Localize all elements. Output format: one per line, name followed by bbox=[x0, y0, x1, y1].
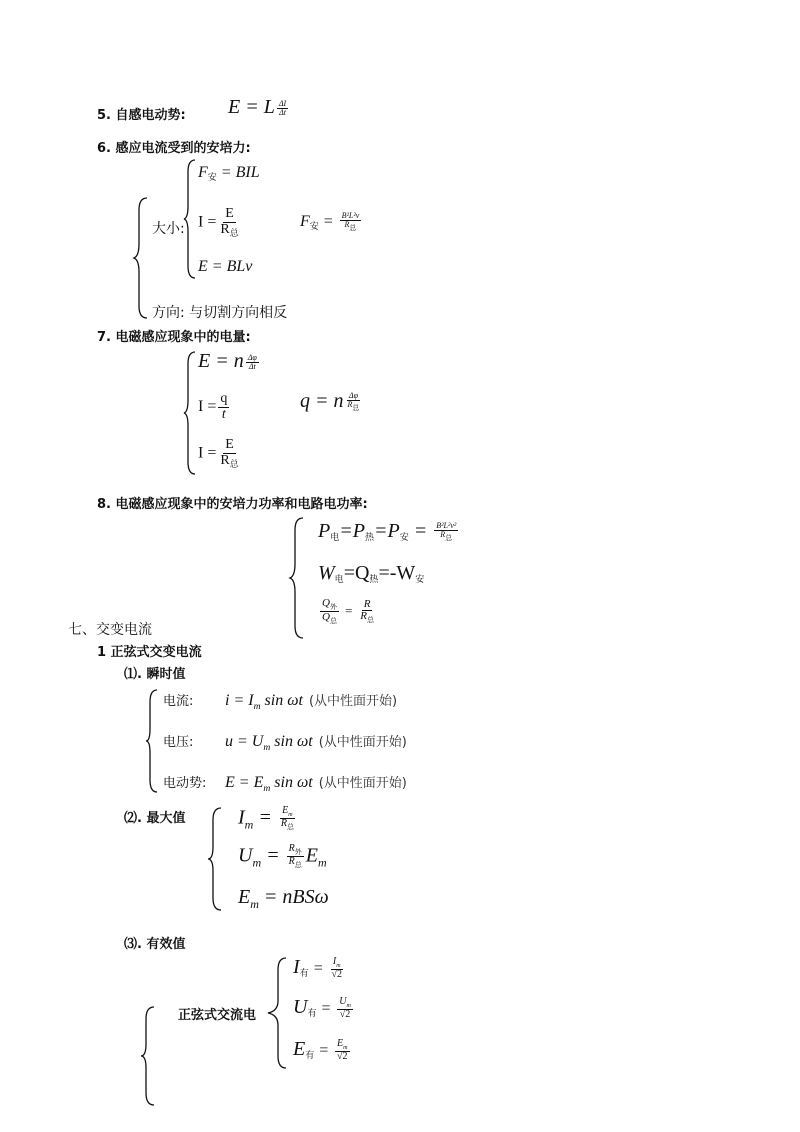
s8-formula-p bbox=[318, 520, 460, 543]
ac-emf-eq-main: E = E bbox=[225, 774, 264, 791]
s8-formula-ratio bbox=[318, 598, 378, 626]
ac-rms-inner-brace bbox=[266, 956, 288, 1070]
ac-ue-num-sub: m bbox=[346, 1002, 351, 1009]
s8-p1-sub: 电 bbox=[330, 533, 340, 543]
s7-i1-num: q bbox=[220, 391, 228, 406]
s8-w2-sub: 安 bbox=[415, 575, 425, 585]
ac-current-label: 电流: bbox=[163, 694, 194, 709]
ac-ue-den: √2 bbox=[339, 1008, 351, 1020]
s8-ratio-frac1 bbox=[320, 598, 339, 626]
ac-voltage-eq bbox=[225, 733, 313, 754]
ac-voltage-eq-main: u = U bbox=[225, 733, 264, 750]
s7-i2-den: R bbox=[220, 452, 230, 468]
s5-heading: 5. 自感电动势: bbox=[97, 108, 186, 123]
ac-ie-num-sub: m bbox=[336, 962, 341, 969]
ac-ee-num-sub: m bbox=[343, 1044, 348, 1051]
ac-emf-eq bbox=[225, 774, 313, 795]
ac-ie-symbol: I bbox=[293, 956, 300, 978]
ac-rms-outer-brace bbox=[140, 1005, 156, 1107]
s8-r-den1: Q bbox=[322, 611, 330, 624]
ac-voltage-sub: m bbox=[263, 742, 271, 754]
s7-formula-i1 bbox=[198, 392, 231, 422]
ac-im-frac bbox=[279, 806, 296, 832]
s7-i1-lhs: I = bbox=[198, 397, 217, 415]
s6-direction: 方向: 与切割方向相反 bbox=[152, 305, 288, 321]
ac-ee-den: √2 bbox=[337, 1050, 348, 1062]
ac-ue-frac bbox=[337, 997, 353, 1021]
ac-current-row bbox=[163, 690, 397, 712]
s8-p-den-sub: 总 bbox=[445, 534, 453, 543]
ac-max-um bbox=[238, 844, 327, 870]
s7-formula-i2 bbox=[198, 438, 243, 470]
s7-q-lhs: q = n bbox=[300, 390, 344, 412]
ac-emf-label: 电动势: bbox=[163, 776, 207, 791]
ac-sine-label: 正弦式交流电 bbox=[178, 1008, 257, 1023]
ac-voltage-row bbox=[163, 731, 407, 753]
ac-em-symbol: E bbox=[238, 886, 251, 908]
s8-eq3: = bbox=[408, 520, 433, 542]
ac-rms-u bbox=[293, 996, 355, 1020]
ac-um-den: R bbox=[288, 856, 295, 868]
ac-ee-sub: 有 bbox=[305, 1051, 315, 1061]
s7-formula-q bbox=[300, 390, 363, 413]
ac-ue-num: U bbox=[339, 995, 347, 1007]
s6-formula-f bbox=[198, 164, 260, 183]
s8-brace bbox=[289, 516, 305, 640]
ac-current-note: (从中性面开始) bbox=[308, 694, 398, 709]
s8-r-den1-sub: 总 bbox=[329, 617, 337, 626]
s7-formula-e bbox=[198, 350, 261, 373]
ac-ie-den: √2 bbox=[331, 968, 342, 980]
s5-formula bbox=[228, 96, 290, 119]
s7-e-num: Δφ bbox=[247, 352, 257, 362]
ac-rms-heading: ⑶. 有效值 bbox=[124, 937, 186, 952]
ac-voltage-sin: sin ωt bbox=[270, 733, 313, 750]
ac-um-eq: = bbox=[261, 844, 285, 867]
s6-f-symbol: F bbox=[198, 164, 208, 181]
s8-r-den2: R bbox=[360, 610, 367, 623]
ac-ue-eq: = bbox=[316, 1000, 336, 1017]
s7-e-frac bbox=[246, 354, 259, 372]
s7-i2-frac bbox=[218, 438, 240, 470]
s6-outer-brace bbox=[133, 196, 149, 320]
s8-r-num1-sub: 外 bbox=[329, 603, 337, 611]
s6-size-label: 大小: bbox=[152, 221, 185, 237]
s8-p1: P bbox=[318, 520, 331, 542]
s8-p-den: R bbox=[440, 530, 446, 540]
ac-current-eq-main: i = I bbox=[225, 692, 254, 709]
s6-i-num: E bbox=[225, 206, 234, 221]
s7-i2-den-sub: 总 bbox=[229, 459, 239, 470]
ac-title: 七、交变电流 bbox=[68, 622, 152, 638]
ac-emf-sin: sin ωt bbox=[270, 774, 313, 791]
ac-um-sub: m bbox=[252, 855, 262, 870]
s6-i-lhs: I = bbox=[198, 213, 217, 231]
ac-emf-sub: m bbox=[263, 783, 271, 795]
s6-side-den-sub: 总 bbox=[349, 224, 357, 233]
ac-ee-eq: = bbox=[314, 1042, 334, 1059]
s5-frac bbox=[277, 100, 288, 118]
s8-w-sub: 电 bbox=[334, 575, 344, 585]
ac-emf-row bbox=[163, 772, 407, 794]
s6-formula-i bbox=[198, 207, 243, 239]
s6-side-frac bbox=[340, 212, 362, 233]
s8-r-num2: R bbox=[363, 597, 371, 610]
s8-eq5: =-W bbox=[378, 562, 416, 584]
s8-r-eq: = bbox=[340, 602, 357, 618]
ac-ue-sub: 有 bbox=[307, 1009, 317, 1019]
s8-q-sub: 热 bbox=[369, 575, 379, 585]
ac-ie-sub: 有 bbox=[299, 969, 309, 979]
s8-eq2: =P bbox=[373, 520, 400, 542]
ac-ue-symbol: U bbox=[293, 996, 308, 1018]
s8-p3-sub: 安 bbox=[399, 533, 409, 543]
ac-max-brace bbox=[207, 806, 223, 912]
ac-im-num: E bbox=[282, 805, 289, 816]
s6-side-den: R bbox=[344, 220, 350, 230]
ac-max-im bbox=[238, 806, 298, 832]
s6-f-sub: 安 bbox=[207, 173, 217, 183]
ac-ie-frac bbox=[329, 957, 344, 981]
s8-r-den2-sub: 总 bbox=[366, 616, 374, 625]
s8-eq4: =Q bbox=[343, 562, 370, 584]
ac-voltage-label: 电压: bbox=[163, 735, 194, 750]
s6-side-num: B²L²v bbox=[341, 211, 360, 220]
ac-max-heading: ⑵. 最大值 bbox=[124, 811, 186, 826]
ac-um-symbol: U bbox=[238, 844, 253, 867]
s7-i2-lhs: I = bbox=[198, 444, 217, 462]
s7-e-den: Δt bbox=[248, 361, 256, 371]
s7-i2-num: E bbox=[225, 437, 234, 452]
ac-current-sin: sin ωt bbox=[260, 692, 303, 709]
ac-um-num-sub: 外 bbox=[294, 848, 302, 856]
s5-num: ΔI bbox=[278, 98, 287, 108]
s8-formula-w bbox=[318, 562, 424, 585]
ac-em-rhs: = nBSω bbox=[258, 886, 329, 908]
s6-side-formula bbox=[300, 212, 363, 233]
ac-current-sub: m bbox=[253, 701, 261, 713]
s6-f-rhs: = BIL bbox=[216, 164, 260, 181]
ac-um-tail-sub: m bbox=[317, 855, 327, 870]
ac-rms-i bbox=[293, 956, 346, 980]
s8-ratio-frac2 bbox=[358, 599, 376, 625]
s8-p-frac bbox=[434, 522, 458, 543]
ac-emf-note: (从中性面开始) bbox=[318, 776, 407, 791]
s6-i-den-sub: 总 bbox=[229, 228, 239, 239]
s6-formula-e: E = BLv bbox=[198, 258, 253, 275]
s7-e-lhs: E = n bbox=[198, 350, 244, 372]
s6-i-frac bbox=[218, 207, 240, 239]
ac-voltage-note: (从中性面开始) bbox=[318, 735, 407, 750]
s8-w: W bbox=[318, 562, 335, 584]
s7-heading: 7. 电磁感应现象中的电量: bbox=[97, 330, 251, 345]
s7-q-den: R bbox=[347, 400, 353, 410]
s6-side-f: F bbox=[300, 213, 310, 231]
ac-ee-symbol: E bbox=[293, 1038, 306, 1060]
s8-p2-sub: 热 bbox=[364, 533, 374, 543]
ac-ie-eq: = bbox=[308, 960, 328, 977]
s7-q-num: Δφ bbox=[348, 391, 358, 401]
ac-em-sub: m bbox=[250, 897, 259, 911]
ac-um-den-sub: 总 bbox=[294, 861, 302, 870]
s6-side-eq: = bbox=[318, 213, 338, 231]
s8-p-num: B²L²v² bbox=[436, 521, 457, 531]
ac-instant-heading: ⑴. 瞬时值 bbox=[124, 667, 186, 682]
s6-side-sub: 安 bbox=[309, 222, 319, 233]
s8-r-num1: Q bbox=[322, 597, 330, 609]
ac-ee-frac bbox=[335, 1039, 350, 1063]
ac-ie-num: I bbox=[332, 955, 337, 967]
ac-subtitle: 1 正弦式交变电流 bbox=[97, 645, 202, 660]
ac-im-den: R bbox=[280, 818, 287, 830]
ac-im-eq: = bbox=[253, 806, 277, 829]
s7-brace bbox=[183, 350, 197, 476]
ac-im-num-sub: m bbox=[288, 812, 293, 818]
s6-inner-brace bbox=[183, 158, 197, 280]
ac-current-eq bbox=[225, 692, 303, 713]
ac-um-tail: E bbox=[305, 844, 318, 867]
s7-i1-den: t bbox=[221, 406, 226, 422]
s7-q-frac bbox=[346, 392, 362, 413]
s5-den: Δt bbox=[279, 107, 286, 117]
ac-im-den-sub: 总 bbox=[286, 823, 294, 832]
ac-ee-num: E bbox=[337, 1037, 344, 1049]
s8-heading: 8. 电磁感应现象中的安培力功率和电路电功率: bbox=[97, 497, 368, 512]
ac-im-symbol: I bbox=[238, 806, 245, 829]
s6-heading: 6. 感应电流受到的安培力: bbox=[97, 141, 251, 156]
ac-max-em bbox=[238, 886, 329, 912]
s7-q-den-sub: 总 bbox=[352, 404, 360, 413]
s7-i1-frac bbox=[218, 392, 229, 422]
ac-instant-brace bbox=[145, 688, 159, 794]
ac-rms-e bbox=[293, 1038, 352, 1062]
s8-eq1: =P bbox=[339, 520, 365, 542]
s5-eq-lhs: E = L bbox=[228, 96, 275, 118]
ac-um-num: R bbox=[288, 843, 295, 854]
ac-im-sub: m bbox=[244, 817, 254, 832]
ac-um-frac bbox=[287, 844, 304, 870]
s6-i-den: R bbox=[220, 221, 230, 237]
